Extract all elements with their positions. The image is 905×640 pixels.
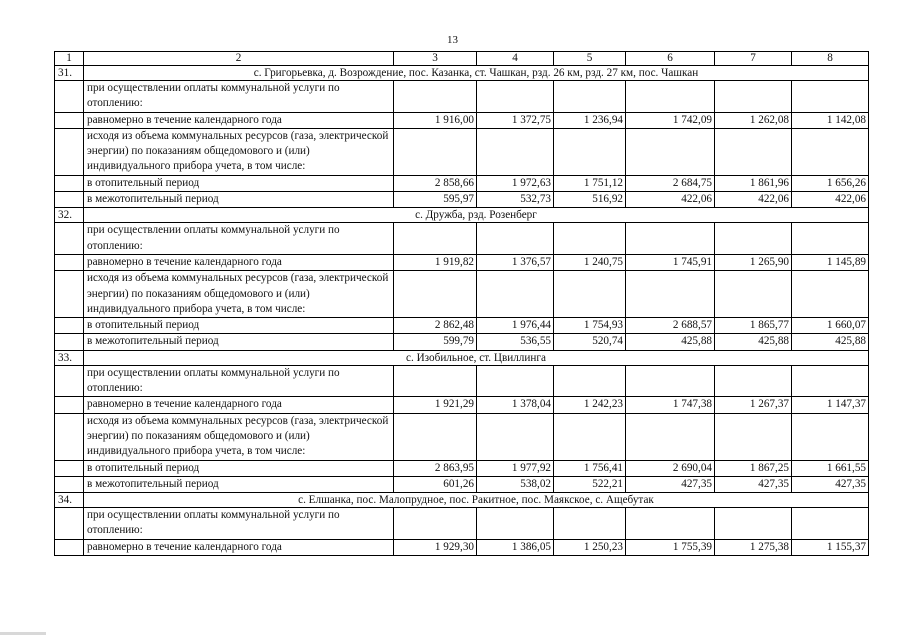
table-row [55,81,869,113]
row-label: в отопительный период [84,460,394,476]
value-cell: 2 690,04 [626,460,715,476]
value-cell [477,271,554,318]
value-cell: 1 977,92 [477,460,554,476]
value-cell: 1 972,63 [477,175,554,191]
column-header: 4 [477,52,554,66]
value-cell [394,128,477,175]
section-title: с. Елшанка, пос. Малопрудное, пос. Ракитное, пос. Маякское, с. Ащебутак [84,493,869,508]
value-cell [792,413,869,460]
value-cell: 2 688,57 [626,318,715,334]
value-cell: 427,35 [715,476,792,492]
number-cell [55,397,84,413]
value-cell [715,365,792,397]
value-cell: 516,92 [554,192,626,208]
number-cell [55,271,84,318]
value-cell: 1 240,75 [554,254,626,270]
value-cell [792,508,869,540]
row-label: равномерно в течение календарного года [84,254,394,270]
value-cell [554,81,626,113]
column-header: 1 [55,52,84,66]
value-cell [477,128,554,175]
value-cell: 1 756,41 [554,460,626,476]
value-cell [792,271,869,318]
row-label: в отопительный период [84,318,394,334]
row-label: исходя из объема коммунальных ресурсов (газа, электрической энергии) по показаниям общедомового и (или) индивидуального прибора учета, в том числе: [84,128,394,175]
value-cell: 1 747,38 [626,397,715,413]
value-cell: 2 858,66 [394,175,477,191]
value-cell [477,365,554,397]
value-cell: 425,88 [792,334,869,350]
value-cell [715,508,792,540]
row-label: при осуществлении оплаты коммунальной услуги по отоплению: [84,81,394,113]
value-cell: 536,55 [477,334,554,350]
value-cell [394,271,477,318]
value-cell: 1 755,39 [626,539,715,555]
section-title: с. Григорьевка, д. Возрождение, пос. Казанка, ст. Чашкан, рзд. 26 км, рзд. 27 км, пос. Чашкан [84,66,869,81]
value-cell: 1 919,82 [394,254,477,270]
number-cell [55,128,84,175]
value-cell: 1 861,96 [715,175,792,191]
value-cell: 520,74 [554,334,626,350]
value-cell: 1 742,09 [626,112,715,128]
value-cell [477,413,554,460]
value-cell: 522,21 [554,476,626,492]
value-cell [394,223,477,255]
table-row [55,318,869,334]
value-cell: 1 865,77 [715,318,792,334]
number-cell [55,334,84,350]
value-cell [626,271,715,318]
value-cell: 1 976,44 [477,318,554,334]
number-cell [55,460,84,476]
value-cell: 1 145,89 [792,254,869,270]
value-cell: 1 265,90 [715,254,792,270]
value-cell: 1 867,25 [715,460,792,476]
value-cell: 1 142,08 [792,112,869,128]
value-cell: 1 929,30 [394,539,477,555]
tariff-table [54,51,869,556]
value-cell: 2 863,95 [394,460,477,476]
row-label: в межотопительный период [84,192,394,208]
value-cell: 1 661,55 [792,460,869,476]
column-header: 6 [626,52,715,66]
value-cell: 1 386,05 [477,539,554,555]
value-cell [554,413,626,460]
value-cell [626,81,715,113]
value-cell: 1 267,37 [715,397,792,413]
table-row [55,365,869,397]
value-cell: 595,97 [394,192,477,208]
number-cell [55,539,84,555]
value-cell [792,81,869,113]
value-cell [554,508,626,540]
column-header: 8 [792,52,869,66]
row-label: при осуществлении оплаты коммунальной услуги по отоплению: [84,223,394,255]
table-row [55,460,869,476]
number-cell [55,413,84,460]
table-row [55,254,869,270]
row-label: исходя из объема коммунальных ресурсов (газа, электрической энергии) по показаниям общедомового и (или) индивидуального прибора учета, в том числе: [84,413,394,460]
value-cell: 1 656,26 [792,175,869,191]
value-cell: 1 372,75 [477,112,554,128]
value-cell: 1 916,00 [394,112,477,128]
value-cell: 422,06 [792,192,869,208]
value-cell [792,365,869,397]
row-label: равномерно в течение календарного года [84,397,394,413]
value-cell: 1 275,38 [715,539,792,555]
value-cell: 1 236,94 [554,112,626,128]
row-label: равномерно в течение календарного года [84,112,394,128]
value-cell: 422,06 [626,192,715,208]
number-cell [55,223,84,255]
value-cell: 1 751,12 [554,175,626,191]
value-cell [792,128,869,175]
section-number: 33. [55,350,84,365]
table-row [55,128,869,175]
value-cell: 1 754,93 [554,318,626,334]
row-label: в межотопительный период [84,476,394,492]
value-cell: 2 684,75 [626,175,715,191]
row-label: в отопительный период [84,175,394,191]
value-cell [626,365,715,397]
number-cell [55,192,84,208]
number-cell [55,476,84,492]
value-cell [715,413,792,460]
number-cell [55,112,84,128]
value-cell [394,365,477,397]
section-row [55,208,869,223]
section-number: 31. [55,66,84,81]
scan-edge-mark [0,632,46,635]
table-row [55,112,869,128]
value-cell: 1 745,91 [626,254,715,270]
section-title: с. Дружба, рзд. Розенберг [84,208,869,223]
value-cell: 538,02 [477,476,554,492]
value-cell: 1 376,57 [477,254,554,270]
value-cell [554,365,626,397]
value-cell: 532,73 [477,192,554,208]
value-cell: 1 921,29 [394,397,477,413]
section-row [55,493,869,508]
column-header: 5 [554,52,626,66]
value-cell: 1 242,23 [554,397,626,413]
value-cell: 1 262,08 [715,112,792,128]
value-cell: 427,35 [626,476,715,492]
column-header: 7 [715,52,792,66]
section-row [55,66,869,81]
table-row [55,271,869,318]
value-cell: 2 862,48 [394,318,477,334]
value-cell [477,81,554,113]
value-cell: 425,88 [626,334,715,350]
value-cell: 1 147,37 [792,397,869,413]
value-cell: 1 378,04 [477,397,554,413]
column-header: 3 [394,52,477,66]
row-label: равномерно в течение календарного года [84,539,394,555]
value-cell [477,508,554,540]
table-row [55,476,869,492]
row-label: исходя из объема коммунальных ресурсов (газа, электрической энергии) по показаниям общедомового и (или) индивидуального прибора учета, в том числе: [84,271,394,318]
table-body [55,52,869,556]
number-cell [55,318,84,334]
value-cell [554,223,626,255]
value-cell: 599,79 [394,334,477,350]
number-cell [55,365,84,397]
section-row [55,350,869,365]
value-cell [394,81,477,113]
value-cell [792,223,869,255]
table-row [55,223,869,255]
value-cell: 427,35 [792,476,869,492]
value-cell: 425,88 [715,334,792,350]
section-number: 32. [55,208,84,223]
number-cell [55,175,84,191]
page-number: 13 [447,34,458,46]
section-title: с. Изобильное, ст. Цвиллинга [84,350,869,365]
table-row [55,397,869,413]
value-cell: 422,06 [715,192,792,208]
value-cell [554,128,626,175]
table-row [55,508,869,540]
number-cell [55,254,84,270]
number-cell [55,508,84,540]
value-cell [554,271,626,318]
value-cell [626,223,715,255]
column-header: 2 [84,52,394,66]
value-cell: 1 250,23 [554,539,626,555]
number-cell [55,81,84,113]
row-label: в межотопительный период [84,334,394,350]
table-row [55,192,869,208]
table-row [55,334,869,350]
section-number: 34. [55,493,84,508]
value-cell [715,81,792,113]
table-row [55,175,869,191]
value-cell [715,128,792,175]
value-cell [715,223,792,255]
value-cell [626,128,715,175]
value-cell [394,508,477,540]
header-row [55,52,869,66]
value-cell [626,508,715,540]
table-row [55,539,869,555]
value-cell [394,413,477,460]
value-cell [477,223,554,255]
row-label: при осуществлении оплаты коммунальной услуги по отоплению: [84,508,394,540]
value-cell: 601,26 [394,476,477,492]
value-cell [626,413,715,460]
value-cell: 1 155,37 [792,539,869,555]
value-cell: 1 660,07 [792,318,869,334]
table-row [55,413,869,460]
value-cell [715,271,792,318]
row-label: при осуществлении оплаты коммунальной услуги по отоплению: [84,365,394,397]
